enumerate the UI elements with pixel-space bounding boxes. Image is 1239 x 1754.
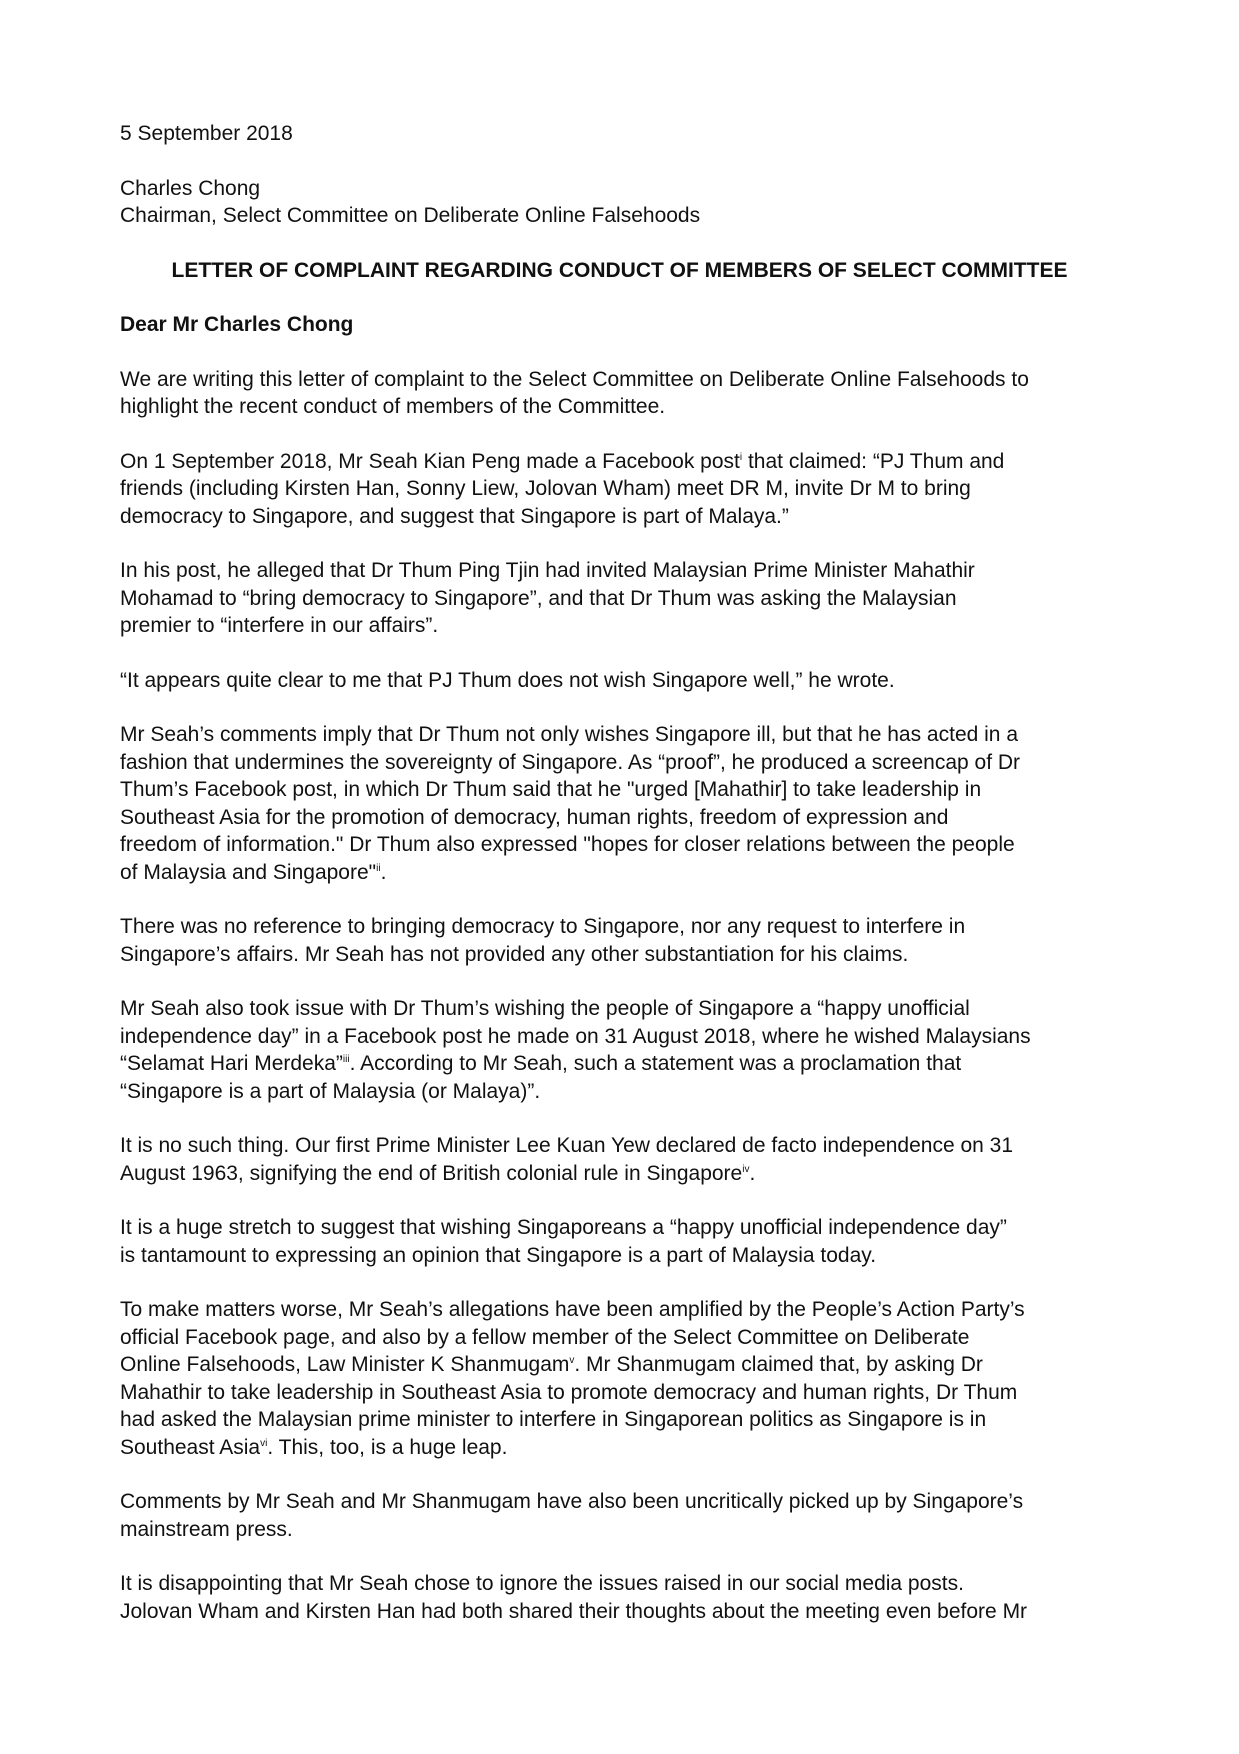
line-text: On 1 September 2018, Mr Seah Kian Peng made a Facebook post xyxy=(120,449,740,473)
letter-date: 5 September 2018 xyxy=(120,122,293,145)
paragraph-line xyxy=(120,366,1109,394)
line-text: had asked the Malaysian prime minister to interfere in Singaporean politics as Singapore is in xyxy=(120,1408,987,1431)
footnote-marker: i xyxy=(739,451,743,463)
line-text: It is disappointing that Mr Seah chose to ignore the issues raised in our social media posts. xyxy=(120,1572,964,1595)
line-text: “Singapore is a part of Malaysia (or Malaya)”. xyxy=(120,1079,541,1103)
line-text: premier to “interfere in our affairs”. xyxy=(120,614,439,637)
line-text: To make matters worse, Mr Seah’s allegations have been amplified by the People’s Action Party’s xyxy=(120,1298,1025,1321)
letter-body xyxy=(120,366,1109,1626)
footnote-marker: iii xyxy=(342,1054,350,1065)
line-text: freedom of information." Dr Thum also expressed "hopes for closer relations between the people xyxy=(120,833,1015,856)
line-text: independence day” in a Facebook post he made on 31 August 2018, where he wished Malaysians xyxy=(120,1024,1031,1048)
footnote-marker: v xyxy=(569,1355,575,1366)
line-text: mainstream press. xyxy=(120,1517,293,1541)
salutation: Dear Mr Charles Chong xyxy=(120,313,354,336)
paragraph-line xyxy=(120,749,1109,777)
line-text: Southeast Asia xyxy=(120,1435,261,1459)
line-text: Thum’s Facebook post, in which Dr Thum said that he "urged [Mahathir] to take leadership in xyxy=(120,778,982,801)
line-text: . xyxy=(749,1161,756,1185)
paragraph xyxy=(120,1488,1109,1543)
paragraph-line xyxy=(120,1324,1109,1352)
line-text: Singapore’s affairs. Mr Seah has not provided any other substantiation for his claims. xyxy=(120,942,909,966)
paragraph xyxy=(120,557,1109,640)
paragraph-line xyxy=(120,1078,1109,1106)
paragraph-line xyxy=(120,448,1109,476)
paragraph-line xyxy=(120,1434,1109,1462)
line-text: is tantamount to expressing an opinion that Singapore is a part of Malaysia today. xyxy=(120,1243,877,1267)
paragraph-line xyxy=(120,721,1109,749)
paragraph-line xyxy=(120,1351,1109,1379)
paragraph-line xyxy=(120,776,1109,804)
paragraph-line xyxy=(120,1598,1109,1626)
paragraph-line xyxy=(120,475,1109,503)
line-text: friends (including Kirsten Han, Sonny Liew, Jolovan Wham) meet DR M, invite Dr M to bring xyxy=(120,477,971,500)
line-text: . Mr Shanmugam claimed that, by asking Dr xyxy=(574,1353,983,1376)
paragraph-line xyxy=(120,667,1109,695)
paragraph-line xyxy=(120,1050,1109,1078)
paragraph xyxy=(120,1214,1109,1269)
paragraph-line xyxy=(120,1023,1109,1051)
line-text: fashion that undermines the sovereignty of Singapore. As “proof”, he produced a screencap of Dr xyxy=(120,750,1021,774)
paragraph xyxy=(120,366,1109,421)
paragraph-line xyxy=(120,1132,1109,1160)
line-text: Online Falsehoods, Law Minister K Shanmugam xyxy=(120,1353,570,1376)
line-text: Jolovan Wham and Kirsten Han had both shared their thoughts about the meeting even before Mr xyxy=(120,1599,1028,1623)
line-text: . xyxy=(380,860,387,884)
footnote-marker: ii xyxy=(376,862,381,874)
paragraph-line xyxy=(120,393,1109,421)
paragraph-line xyxy=(120,941,1109,969)
paragraph-line xyxy=(120,1296,1109,1324)
line-text: Mr Seah also took issue with Dr Thum’s wishing the people of Singapore a “happy unofficial xyxy=(120,997,970,1020)
line-text: August 1963, signifying the end of British colonial rule in Singapore xyxy=(120,1161,743,1185)
paragraph xyxy=(120,1132,1109,1187)
paragraph-line xyxy=(120,1488,1109,1516)
paragraph-line xyxy=(120,1406,1109,1434)
line-text: It is a huge stretch to suggest that wishing Singaporeans a “happy unofficial independence day” xyxy=(120,1216,1007,1239)
paragraph-line xyxy=(120,1242,1109,1270)
footnote-marker: vi xyxy=(260,1437,268,1449)
line-text: Southeast Asia for the promotion of democracy, human rights, freedom of expression and xyxy=(120,805,949,829)
paragraph-line xyxy=(120,503,1109,531)
line-text: official Facebook page, and also by a fellow member of the Select Committee on Deliberate xyxy=(120,1325,970,1349)
line-text: In his post, he alleged that Dr Thum Ping Tjin had invited Malaysian Prime Minister Mahathir xyxy=(120,559,975,582)
paragraph xyxy=(120,913,1109,968)
line-text: “It appears quite clear to me that PJ Thum does not wish Singapore well,” he wrote. xyxy=(120,668,895,692)
line-text: Mr Seah’s comments imply that Dr Thum not only wishes Singapore ill, but that he has acted in a xyxy=(120,723,1018,746)
paragraph xyxy=(120,1296,1109,1461)
paragraph xyxy=(120,667,1109,695)
paragraph-line xyxy=(120,804,1109,832)
paragraph-line xyxy=(120,1570,1109,1598)
line-text: . According to Mr Seah, such a statement was a proclamation that xyxy=(349,1052,962,1075)
footnote-marker: iv xyxy=(742,1163,750,1175)
line-text: Comments by Mr Seah and Mr Shanmugam have also been uncritically picked up by Singapore’s xyxy=(120,1490,1024,1513)
paragraph-line xyxy=(120,831,1109,859)
line-text: of Malaysia and Singapore" xyxy=(120,860,377,884)
paragraph-line xyxy=(120,612,1109,640)
line-text: Mahathir to take leadership in Southeast Asia to promote democracy and human rights, Dr Thum xyxy=(120,1380,1018,1404)
recipient-block xyxy=(120,175,1109,230)
line-text: . This, too, is a huge leap. xyxy=(267,1435,508,1459)
paragraph xyxy=(120,995,1109,1105)
letter-heading: LETTER OF COMPLAINT REGARDING CONDUCT OF MEMBERS OF SELECT COMMITTEE xyxy=(171,258,1068,282)
paragraph-line xyxy=(120,1214,1109,1242)
paragraph-line xyxy=(120,557,1109,585)
paragraph-line xyxy=(120,913,1109,941)
paragraph xyxy=(120,1570,1109,1625)
line-text: We are writing this letter of complaint to the Select Committee on Deliberate Online Falsehoods to xyxy=(120,367,1029,391)
paragraph-line xyxy=(120,1516,1109,1544)
paragraph xyxy=(120,448,1109,531)
line-text: It is no such thing. Our first Prime Minister Lee Kuan Yew declared de facto independence on 31 xyxy=(120,1134,1014,1157)
paragraph-line xyxy=(120,1379,1109,1407)
paragraph-line xyxy=(120,585,1109,613)
paragraph-line xyxy=(120,1160,1109,1188)
line-text: Mohamad to “bring democracy to Singapore”, and that Dr Thum was asking the Malaysian xyxy=(120,586,957,610)
recipient-name: Charles Chong xyxy=(120,176,261,200)
line-text: “Selamat Hari Merdeka” xyxy=(120,1052,343,1075)
line-text: highlight the recent conduct of members of the Committee. xyxy=(120,395,666,418)
paragraph-line xyxy=(120,859,1109,887)
line-text: There was no reference to bringing democracy to Singapore, nor any request to interfere in xyxy=(120,915,966,938)
paragraph-line xyxy=(120,995,1109,1023)
line-text: democracy to Singapore, and suggest that Singapore is part of Malaya.” xyxy=(120,504,789,528)
recipient-title: Chairman, Select Committee on Deliberate Online Falsehoods xyxy=(120,204,701,227)
paragraph xyxy=(120,721,1109,886)
line-text: that claimed: “PJ Thum and xyxy=(742,449,1005,473)
